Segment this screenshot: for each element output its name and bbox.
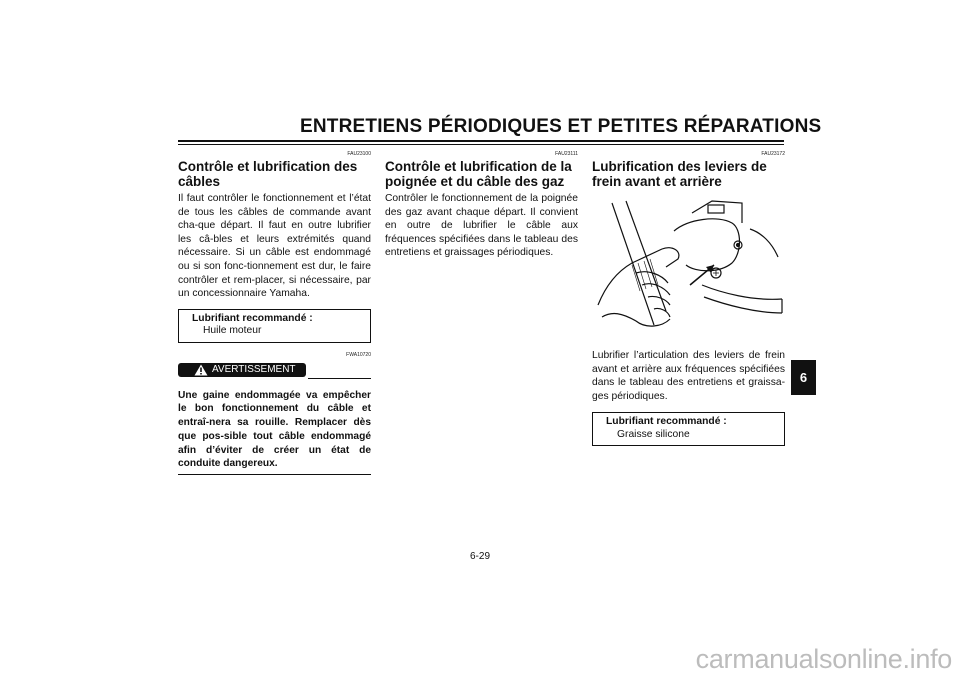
page-number: 6-29 — [469, 551, 490, 562]
lubricant-title: Lubrifiant recommandé : — [606, 416, 727, 428]
lubricant-value: Graisse silicone — [617, 428, 690, 440]
column-throttle — [385, 150, 578, 260]
warning-text: Une gaine endommagée va empêcher le bon fonctionnement du câble et entraî-nera sa rouille. Remplacer dès que pos-sible tout câble endommagé afin d’éviter de créer un état de conduite dangereux. — [178, 389, 371, 470]
warning-header — [178, 359, 371, 385]
column-brake-levers — [592, 150, 785, 446]
chapter-tab: 6 — [791, 360, 816, 395]
header-rule-thin — [178, 144, 784, 145]
section-body: Contrôler le fonctionnement de la poignée des gaz avant chaque départ. Il convient en outre de lubrifier le câble aux fréquences spécifiées dans le tableau des entretiens et graissages périodiques. — [385, 193, 578, 259]
column-cables — [178, 150, 371, 475]
header-rule-thick — [178, 140, 784, 142]
warning-code: FWA10720 — [346, 351, 371, 358]
warning-triangle-icon — [194, 364, 208, 376]
lubricant-value: Huile moteur — [203, 325, 262, 337]
section-heading: Contrôle et lubrification des câbles — [178, 159, 358, 189]
lubricant-title: Lubrifiant recommandé : — [192, 312, 313, 324]
lubricant-box — [178, 309, 371, 343]
section-heading: Contrôle et lubrification de la poignée et du câble des gaz — [385, 159, 572, 189]
warning-badge — [178, 363, 306, 377]
section-body: Il faut contrôler le fonctionnement et l’état de tous les câbles de commande avant cha-que départ. Il faut en outre lubrifier les câ-bles et leurs extrémités quand nécessaire. Si un câble est endommagé ou si son fonc-tionnement est dur, le faire contrôler et rem-placer, si nécessaire, par un concessionnaire Yamaha. — [178, 193, 371, 300]
page-title: ENTRETIENS PÉRIODIQUES ET PETITES RÉPARATIONS — [300, 116, 822, 137]
section-body: Lubrifier l’articulation des leviers de frein avant et arrière aux fréquences spécifiées dans le tableau des entretiens et graissa-ges périodiques. — [592, 350, 785, 402]
section-code: FAU23111 — [555, 151, 578, 157]
brake-lever-illustration — [592, 193, 785, 343]
warning-rule — [308, 378, 371, 379]
warning-end-rule — [178, 474, 371, 475]
warning-label: AVERTISSEMENT — [212, 363, 296, 375]
section-code: FAU23172 — [761, 151, 785, 157]
watermark: carmanualsonline.info — [695, 644, 952, 674]
lubricant-box — [592, 412, 785, 446]
section-code: FAU23100 — [347, 151, 371, 157]
section-heading: Lubrification des leviers de frein avant et arrière — [592, 159, 767, 189]
